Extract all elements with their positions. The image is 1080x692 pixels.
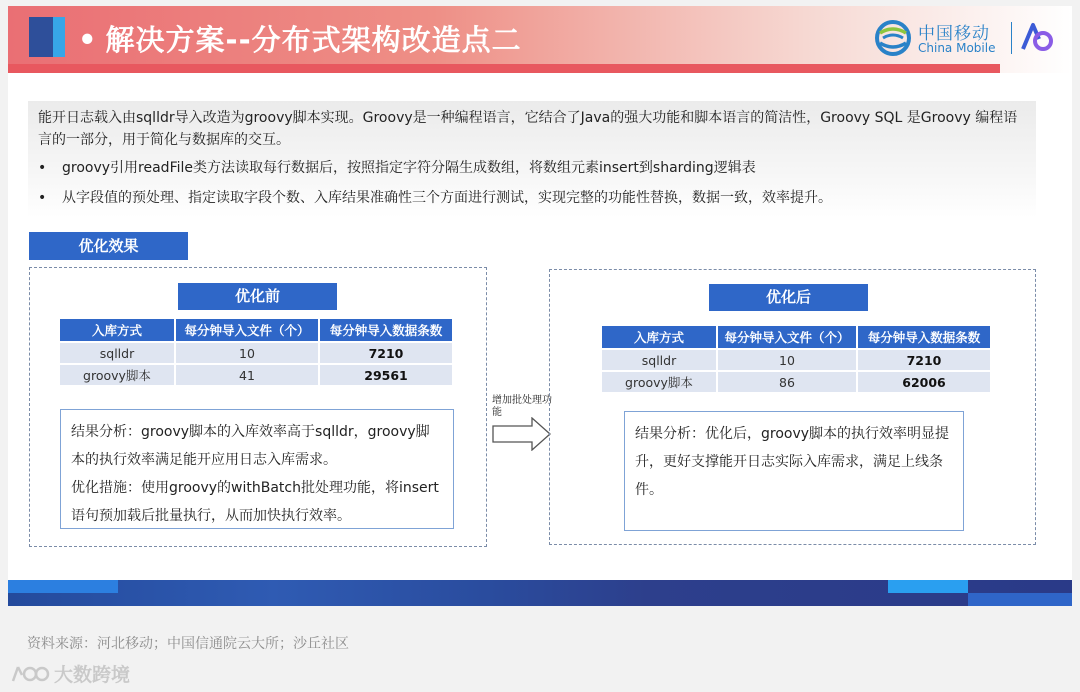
table-row [60,343,452,363]
cell-rows: 29561 [320,365,452,385]
after-table [600,324,992,394]
logo-text-cn: 中国移动 [918,24,990,44]
header-block-light [53,17,65,57]
title-bullet: • [78,23,98,57]
before-analysis-box [60,409,454,529]
bullet-text: groovy引用readFile类方法读取每行数据后，按照指定字符分隔生成数组，将数组元素insert到sharding逻辑表 [62,160,756,176]
page-title [78,18,522,59]
before-analysis-result: 结果分析：groovy脚本的入库效率高于sqlldr，groovy脚本的执行效率满足能开应用日志入库需求。 [71,424,430,468]
watermark-logo-icon [10,663,50,685]
col-header-rows: 每分钟导入数据条数 [858,326,990,348]
footer-band-accent [8,580,118,593]
header-bar [8,6,1072,73]
before-analysis-measure: 优化措施：使用groovy的withBatch批处理功能，将insert语句预加载后批量执行，从而加快执行效率。 [71,480,439,524]
watermark-text: 大数跨境 [54,664,131,686]
bullet-dot: • [38,160,47,176]
intro-box [28,101,1036,218]
cell-rows: 7210 [320,343,452,363]
cell-files: 86 [718,372,856,392]
right-arrow-icon [492,417,552,451]
panel-after [549,269,1036,545]
partner-logo-icon [1017,19,1055,57]
bullet-dot: • [38,190,47,206]
source-note: 资料来源：河北移动；中国信通院云大所；沙丘社区 [27,636,349,652]
cell-method: sqlldr [60,343,174,363]
footer-band-accent [968,593,1072,606]
col-header-method: 入库方式 [60,319,174,341]
arrow-label: 增加批处理功能 [492,395,552,418]
intro-bullet-1 [38,157,756,179]
after-analysis-box [624,411,964,531]
before-table [58,317,454,387]
footer-band-accent [888,580,968,593]
header-underline [8,64,1000,73]
section-tag-optimization: 优化效果 [29,232,188,260]
header-block-dark [29,17,53,57]
slide [8,6,1072,606]
col-header-method: 入库方式 [602,326,716,348]
panel-before [29,267,487,547]
cell-method: sqlldr [602,350,716,370]
cell-files: 10 [718,350,856,370]
intro-bullet-2 [38,187,832,209]
page-title-text: 解决方案--分布式架构改造点二 [105,23,522,57]
intro-paragraph: 能开日志载入由sqlldr导入改造为groovy脚本实现。Groovy是一种编程语言，它结合了Java的强大功能和脚本语言的简洁性，Groovy SQL 是Groovy 编程语言的一部分，用于简化与数据库的交互。 [38,110,1018,148]
table-header-row [602,326,990,348]
cell-method: groovy脚本 [60,365,174,385]
col-header-files: 每分钟导入文件（个） [176,319,318,341]
table-row [602,372,990,392]
table-row [602,350,990,370]
china-mobile-logo-icon [874,19,912,57]
after-title: 优化后 [709,284,868,311]
before-title: 优化前 [178,283,337,310]
watermark [10,660,130,687]
col-header-files: 每分钟导入文件（个） [718,326,856,348]
cell-rows: 7210 [858,350,990,370]
china-mobile-logo [874,19,1064,59]
cell-files: 41 [176,365,318,385]
logo-separator [1011,22,1012,54]
header-accent-blocks [29,17,65,57]
table-header-row [60,319,452,341]
logo-text-en: China Mobile [918,41,996,55]
cell-rows: 62006 [858,372,990,392]
cell-method: groovy脚本 [602,372,716,392]
cell-files: 10 [176,343,318,363]
table-row [60,365,452,385]
col-header-rows: 每分钟导入数据条数 [320,319,452,341]
after-analysis-result: 结果分析：优化后，groovy脚本的执行效率明显提升，更好支撑能开日志实际入库需求，满足上线条件。 [635,426,950,498]
bullet-text: 从字段值的预处理、指定读取字段个数、入库结果准确性三个方面进行测试，实现完整的功能性替换，数据一致，效率提升。 [62,190,832,206]
